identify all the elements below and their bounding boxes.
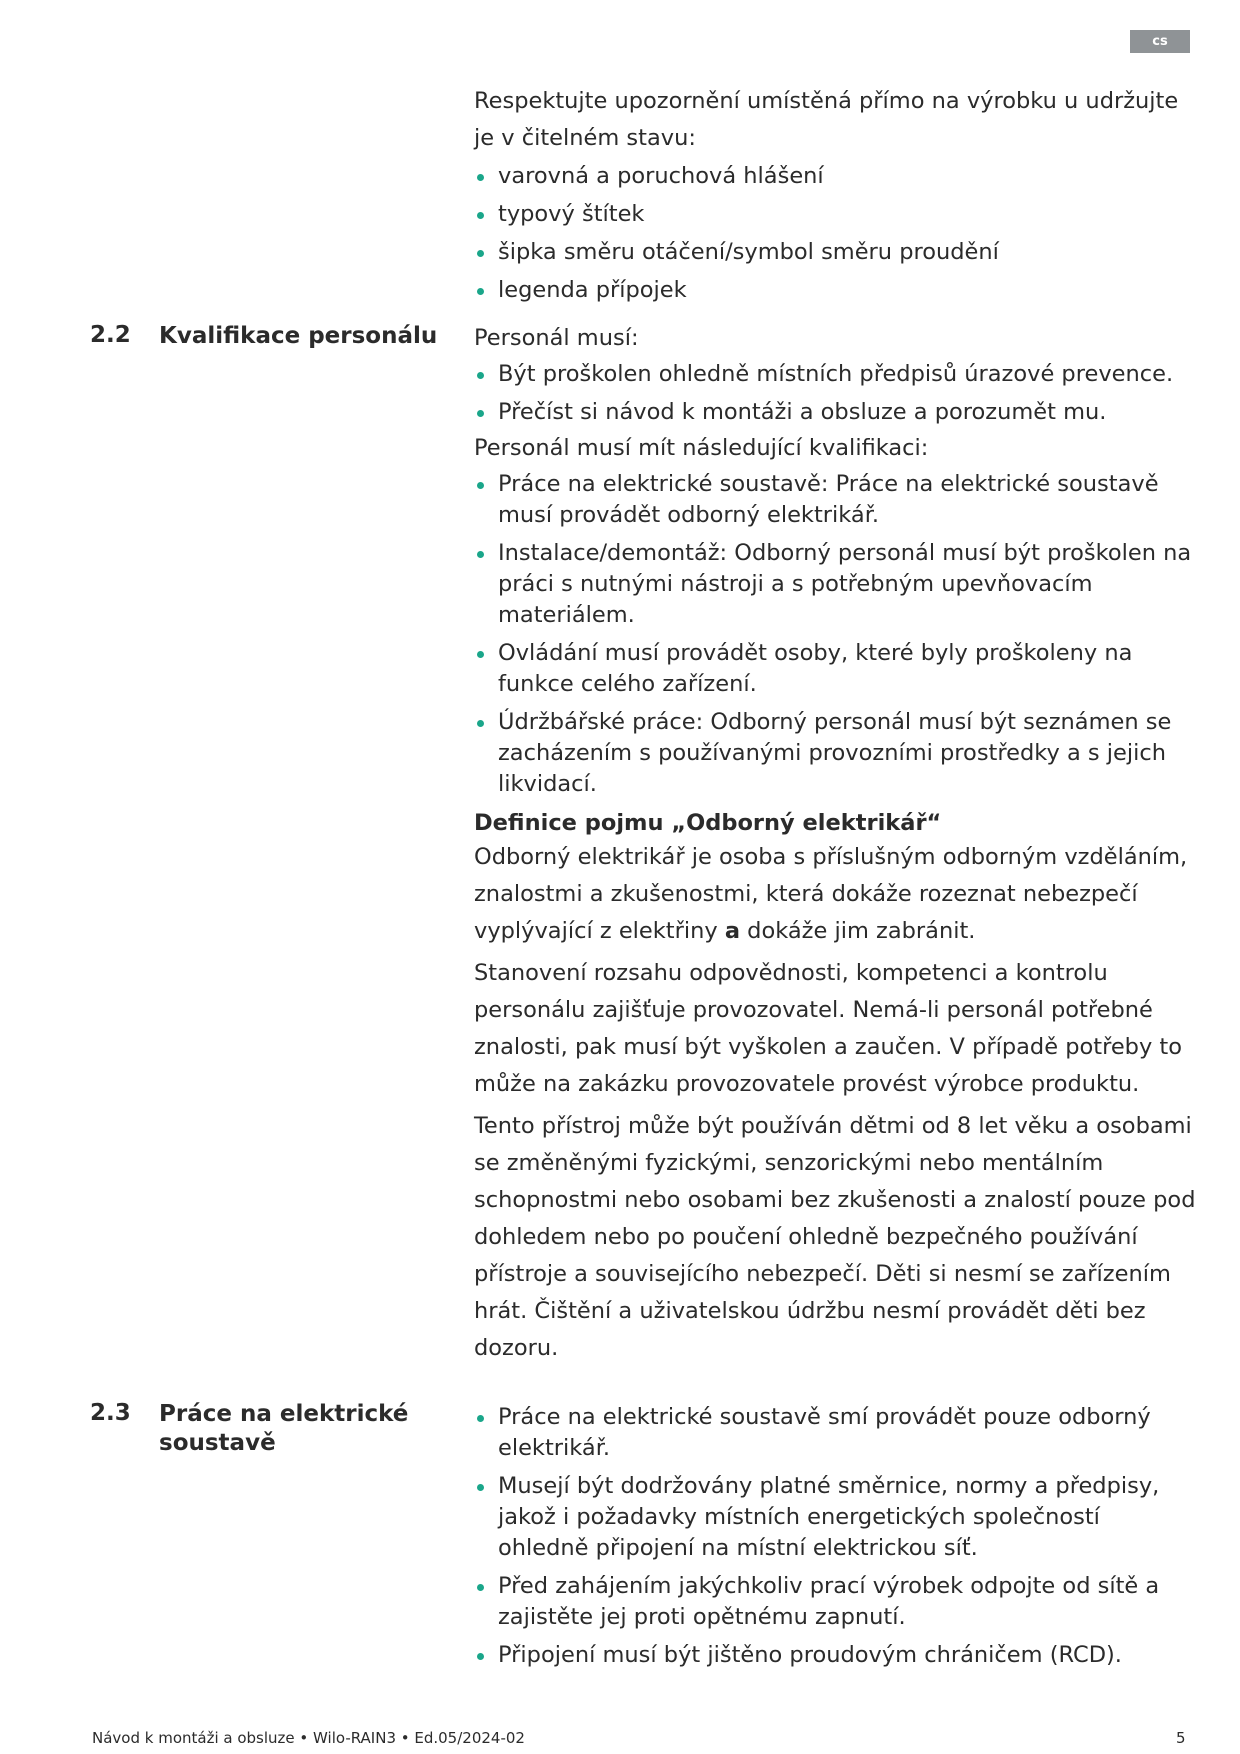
- responsibility-paragraph: Stanovení rozsahu odpovědnosti, kompetenci a kontrolu personálu zajišťuje provozovatel. Nemá-li personál potřebné znalosti, pak musí být vyškolen a zaučen. V případě potřeby to může na zakázku provozovatele provést výrobce produktu.: [474, 960, 1183, 1097]
- children-paragraph: Tento přístroj může být používán dětmi od 8 let věku a osobami se změněnými fyzickými, senzorickými nebo mentálním schopnostmi nebo osobami bez zkušenosti a znalostí pouze pod dohledem nebo po poučení ohledně bezpečného používání přístroje a souvisejícího nebezpečí. Děti si nesmí se zařízením hrát. Čištění a uživatelskou údržbu nesmí provádět děti bez dozoru.: [474, 1113, 1196, 1361]
- list-item: Před zahájením jakýchkoliv prací výrobek odpojte od sítě a zajistěte jej proti opětnému zapnutí.: [474, 1571, 1196, 1633]
- list-item: Ovládání musí provádět osoby, které byly proškoleny na funkce celého zařízení.: [474, 638, 1196, 700]
- intro-list: [474, 161, 1196, 306]
- list-item: Údržbářské práce: Odborný personál musí být seznámen se zacházením s používanými provozními prostředky a s jejich likvidací.: [474, 707, 1196, 800]
- footer-document-info: Návod k montáži a obsluze • Wilo-RAIN3 • Ed.05/2024-02: [92, 1729, 525, 1747]
- list-item: Práce na elektrické soustavě: Práce na elektrické soustavě musí provádět odborný elektrikář.: [474, 469, 1196, 531]
- section-title: Kvalifikace personálu: [159, 323, 438, 349]
- list-item: Práce na elektrické soustavě smí provádět pouze odborný elektrikář.: [474, 1402, 1196, 1464]
- section-2-2-body: [474, 320, 1196, 1367]
- definition-text-bold: a: [724, 918, 741, 944]
- qualification-list: [474, 469, 1196, 800]
- list-item: Připojení musí být jištěno proudovým chráničem (RCD).: [474, 1640, 1196, 1671]
- section-intro: Personál musí:: [474, 325, 639, 351]
- list-item: Být proškolen ohledně místních předpisů úrazové prevence.: [474, 359, 1196, 390]
- list-item: legenda přípojek: [474, 275, 1196, 306]
- list-item: Musejí být dodržovány platné směrnice, normy a předpisy, jakož i požadavky místních energetických společností ohledně připojení na místní elektrickou síť.: [474, 1471, 1196, 1564]
- qualification-intro: Personál musí mít následující kvalifikaci:: [474, 435, 929, 461]
- list-item: typový štítek: [474, 199, 1196, 230]
- definition-heading: Definice pojmu „Odborný elektrikář“: [474, 810, 942, 836]
- list-item: šipka směru otáčení/symbol směru proudění: [474, 237, 1196, 268]
- section-title: Práce na elektrické soustavě: [159, 1401, 409, 1456]
- intro-text: Respektujte upozornění umístěná přímo na výrobku u udržujte je v čitelném stavu:: [474, 88, 1179, 151]
- list-item: Přečíst si návod k montáži a obsluze a porozumět mu.: [474, 397, 1196, 428]
- intro-block: [474, 83, 1196, 313]
- language-badge: cs: [1130, 30, 1190, 53]
- section-2-3-body: [474, 1402, 1196, 1678]
- definition-text: [474, 839, 1196, 950]
- section-number: 2.3: [90, 1400, 131, 1426]
- page-number: 5: [1176, 1729, 1186, 1747]
- must-list: [474, 359, 1196, 428]
- list-item: Instalace/demontáž: Odborný personál musí být proškolen na práci s nutnými nástroji a s potřebným upevňovacím materiálem.: [474, 538, 1196, 631]
- section-number: 2.2: [90, 322, 131, 348]
- definition-text-part: dokáže jim zabránit.: [740, 918, 976, 944]
- list-item: varovná a poruchová hlášení: [474, 161, 1196, 192]
- definition-text-part: Odborný elektrikář je osoba s příslušným odborným vzděláním, znalostmi a zkušenostmi, která dokáže rozeznat nebezpečí vyplývající z elektřiny: [474, 844, 1188, 944]
- electrical-list: [474, 1402, 1196, 1671]
